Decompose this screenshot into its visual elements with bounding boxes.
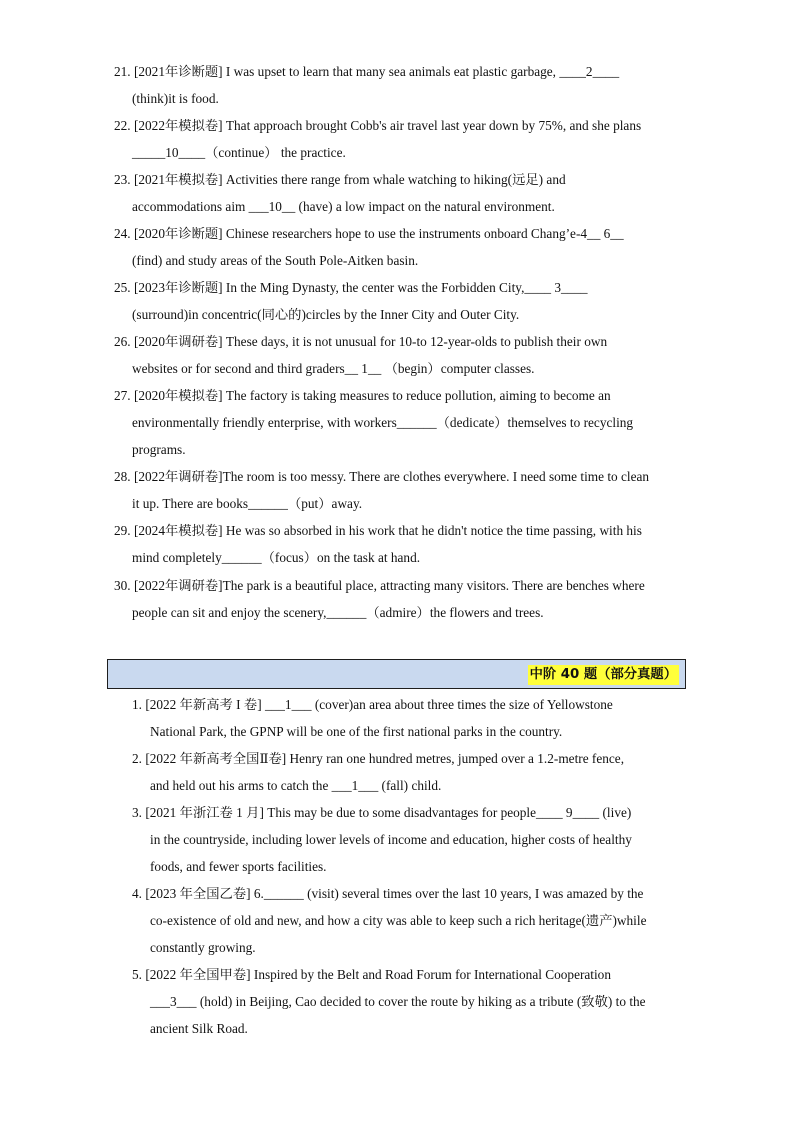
question-26 — [114, 328, 686, 382]
question-1 — [132, 691, 684, 745]
question-number: 30. — [114, 578, 131, 593]
question-text-cont: people can sit and enjoy the scenery,______（admire）the flowers and trees. — [132, 605, 544, 621]
question-number: 24. — [114, 226, 131, 241]
question-text-cont: ___3___ (hold) in Beijing, Cao decided to cover the route by hiking as a tribute (致敬) to the — [150, 994, 646, 1010]
question-text-cont: websites or for second and third graders__ 1__ （begin）computer classes. — [132, 361, 535, 377]
question-3 — [132, 799, 684, 881]
question-text: [2022 年新高考全国Ⅱ卷] Henry ran one hundred metres, jumped over a 1.2-metre fence, — [145, 751, 625, 766]
question-number: 21. — [114, 64, 131, 79]
question-number: 2. — [132, 751, 142, 766]
question-text: [2023 年全国乙卷] 6.______ (visit) several times over the last 10 years, I was amazed by the — [145, 886, 644, 901]
question-text-cont: programs. — [132, 442, 186, 458]
question-21 — [114, 58, 686, 112]
question-text-cont: (think)it is food. — [132, 91, 219, 107]
question-text: [2021 年浙江卷 1 月] This may be due to some disadvantages for people____ 9____ (live) — [145, 805, 632, 820]
question-text-cont: _____10____（continue） the practice. — [132, 145, 346, 161]
question-25 — [114, 274, 686, 328]
question-text: [2021年诊断题] I was upset to learn that many sea animals eat plastic garbage, ____2____ — [133, 64, 620, 79]
question-number: 22. — [114, 118, 131, 133]
question-text: [2022 年新高考 I 卷] ___1___ (cover)an area about three times the size of Yellowstone — [145, 697, 613, 712]
question-text-cont: foods, and fewer sports facilities. — [150, 859, 327, 875]
question-number: 26. — [114, 334, 131, 349]
question-text-cont: and held out his arms to catch the ___1___ (fall) child. — [150, 778, 442, 794]
question-text-cont: in the countryside, including lower levels of income and education, higher costs of healthy — [150, 832, 632, 848]
question-text: [2020年模拟卷] The factory is taking measures to reduce pollution, aiming to become an — [133, 388, 611, 403]
question-text-cont: ancient Silk Road. — [150, 1021, 248, 1037]
question-text: [2020年调研卷] These days, it is not unusual for 10-to 12-year-olds to publish their own — [133, 334, 608, 349]
question-number: 1. — [132, 697, 142, 712]
question-text: [2022 年全国甲卷] Inspired by the Belt and Road Forum for International Cooperation — [145, 967, 611, 982]
question-27 — [114, 382, 686, 464]
question-5 — [132, 961, 684, 1043]
question-text-cont: constantly growing. — [150, 940, 256, 956]
question-text: [2022年调研卷]The room is too messy. There are clothes everywhere. I need some time to clean — [133, 469, 650, 484]
question-text: [2024年模拟卷] He was so absorbed in his work that he didn't notice the time passing, with his — [133, 523, 642, 538]
question-30 — [114, 572, 686, 626]
section-header-box — [107, 659, 686, 689]
question-text-cont: National Park, the GPNP will be one of the first national parks in the country. — [150, 724, 563, 740]
question-4 — [132, 880, 684, 962]
section-header-label: 中阶 40 题（部分真题） — [528, 665, 679, 685]
question-text-cont: mind completely______（focus）on the task at hand. — [132, 550, 421, 566]
question-text-cont: environmentally friendly enterprise, with workers______（dedicate）themselves to recycling — [132, 415, 634, 431]
question-number: 25. — [114, 280, 131, 295]
question-28 — [114, 463, 686, 517]
question-2 — [132, 745, 684, 799]
question-22 — [114, 112, 686, 166]
question-24 — [114, 220, 686, 274]
question-number: 29. — [114, 523, 131, 538]
question-number: 4. — [132, 886, 142, 901]
question-text-cont: it up. There are books______（put）away. — [132, 496, 363, 512]
question-23 — [114, 166, 686, 220]
question-number: 23. — [114, 172, 131, 187]
question-number: 28. — [114, 469, 131, 484]
question-text: [2021年模拟卷] Activities there range from whale watching to hiking(远足) and — [133, 172, 566, 187]
question-text-cont: (find) and study areas of the South Pole-Aitken basin. — [132, 253, 419, 269]
question-text-cont: (surround)in concentric(同心的)circles by the Inner City and Outer City. — [132, 307, 520, 323]
question-text: [2023年诊断题] In the Ming Dynasty, the center was the Forbidden City,____ 3____ — [133, 280, 588, 295]
question-29 — [114, 517, 686, 571]
question-number: 3. — [132, 805, 142, 820]
question-text: [2020年诊断题] Chinese researchers hope to use the instruments onboard Chang’e-4__ 6__ — [133, 226, 624, 241]
question-text-cont: co-existence of old and new, and how a city was able to keep such a rich heritage(遗产)while — [150, 913, 647, 929]
question-text-cont: accommodations aim ___10__ (have) a low impact on the natural environment. — [132, 199, 555, 215]
question-number: 27. — [114, 388, 131, 403]
question-text: [2022年调研卷]The park is a beautiful place, attracting many visitors. There are benches where — [133, 578, 645, 593]
question-text: [2022年模拟卷] That approach brought Cobb's air travel last year down by 75%, and she plans — [133, 118, 642, 133]
question-number: 5. — [132, 967, 142, 982]
